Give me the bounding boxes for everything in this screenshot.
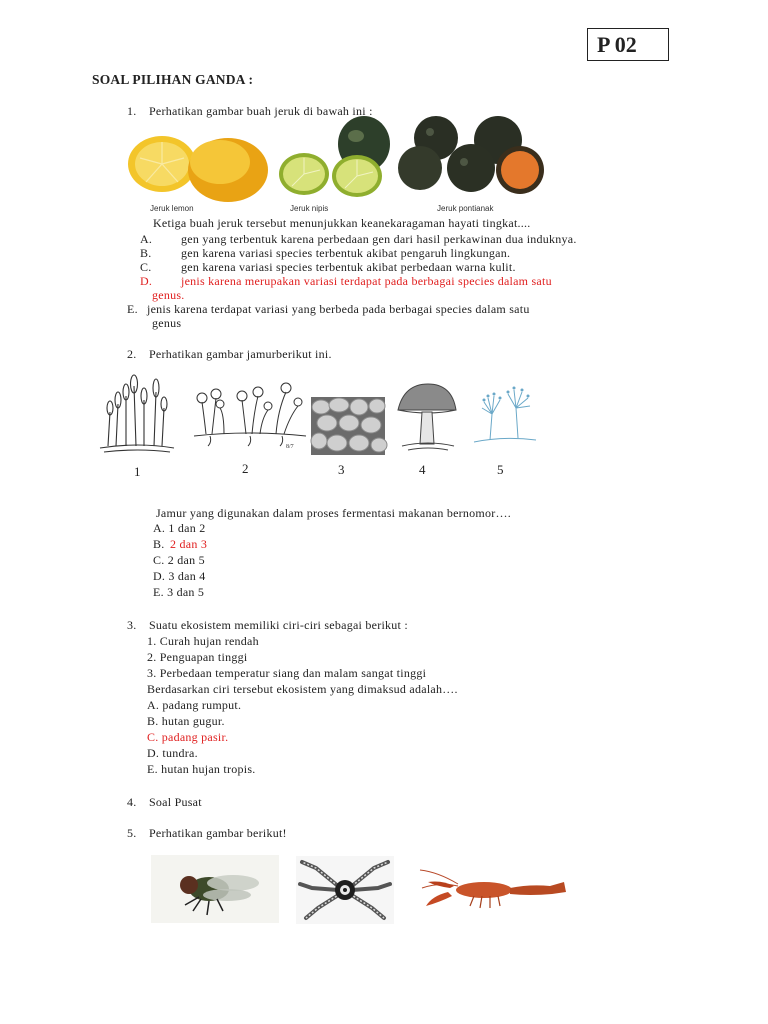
citrus-fruits-image: [128, 118, 548, 216]
q5-prompt: Perhatikan gambar berikut!: [149, 826, 287, 840]
q2-option-e: E. 3 dan 5: [153, 585, 205, 599]
q2-option-b-answer: 2 dan 3: [170, 537, 208, 551]
q1-number: 1.: [127, 104, 137, 118]
figure-number-2: 2: [242, 461, 249, 476]
q4-text: Soal Pusat: [149, 795, 202, 809]
q2-option-b-letter: B.: [153, 537, 165, 551]
caption-lemon: Jeruk lemon: [150, 204, 194, 213]
q2-option-c: C. 2 dan 5: [153, 553, 205, 567]
q3-option-c: C. padang pasir.: [147, 730, 229, 744]
q1-option-e: jenis karena terdapat variasi yang berbeda pada berbagai species dalam satu: [147, 302, 530, 316]
crayfish-image: [418, 858, 570, 922]
q3-stem: Berdasarkan ciri tersebut ekosistem yang dimaksud adalah….: [147, 682, 458, 696]
figure-number-4: 4: [419, 462, 426, 477]
figure-number-3: 3: [338, 462, 345, 477]
q1-option-b: gen karena variasi species terbentuk akibat pengaruh lingkungan.: [181, 246, 511, 260]
q1-option-c: gen karena variasi species terbentuk akibat perbedaan warna kulit.: [181, 260, 516, 274]
paper-code: P 02: [587, 28, 669, 61]
q3-option-a: A. padang rumput.: [147, 698, 242, 712]
q3-feature-2: 2. Penguapan tinggi: [147, 650, 248, 664]
q1-option-a: gen yang terbentuk karena perbedaan gen dari hasil perkawinan dua induknya.: [181, 232, 577, 246]
q3-number: 3.: [127, 618, 137, 632]
fly-image: [151, 855, 279, 923]
fungus-4-figure: [394, 380, 460, 456]
fungus-2-figure: [190, 380, 308, 454]
q3-option-d: D. tundra.: [147, 746, 198, 760]
q1-option-c-letter: C.: [140, 260, 152, 274]
page-title: SOAL PILIHAN GANDA :: [92, 72, 254, 87]
q1-option-b-letter: B.: [140, 246, 152, 260]
figure-number-5: 5: [497, 462, 504, 477]
figure-number-1: 1: [134, 464, 141, 479]
caption-pontianak: Jeruk pontianak: [437, 204, 494, 213]
q1-option-a-letter: A.: [140, 232, 153, 246]
q1-option-d: jenis karena merupakan variasi terdapat pada berbagai species dalam satu: [181, 274, 552, 288]
q3-prompt: Suatu ekosistem memiliki ciri-ciri sebagai berikut :: [149, 618, 408, 632]
fungus-5-figure: [470, 380, 538, 456]
q3-feature-3: 3. Perbedaan temperatur siang dan malam sangat tinggi: [147, 666, 427, 680]
fungus-1-figure: [98, 378, 176, 458]
q2-option-a: A. 1 dan 2: [153, 521, 206, 535]
q3-option-b: B. hutan gugur.: [147, 714, 225, 728]
q1-stem: Ketiga buah jeruk tersebut menunjukkan keanekaragaman hayati tingkat....: [153, 216, 531, 230]
q5-number: 5.: [127, 826, 137, 840]
q2-number: 2.: [127, 347, 137, 361]
fungus-3-figure: [311, 397, 385, 455]
q2-prompt: Perhatikan gambar jamurberikut ini.: [149, 347, 332, 361]
q3-option-e: E. hutan hujan tropis.: [147, 762, 256, 776]
q2-stem: Jamur yang digunakan dalam proses fermentasi makanan bernomor….: [156, 506, 511, 520]
q1-option-e-letter: E.: [127, 302, 138, 316]
q1-option-e-cont: genus: [152, 316, 182, 330]
q4-number: 4.: [127, 795, 137, 809]
caption-nipis: Jeruk nipis: [290, 204, 329, 213]
q3-feature-1: 1. Curah hujan rendah: [147, 634, 259, 648]
q1-option-d-letter: D.: [140, 274, 153, 288]
q2-option-d: D. 3 dan 4: [153, 569, 206, 583]
svg-text:8/7: 8/7: [286, 444, 294, 450]
spider-image: [296, 856, 394, 924]
q1-prompt: Perhatikan gambar buah jeruk di bawah ini :: [149, 104, 373, 118]
q1-option-d-cont: genus.: [152, 288, 185, 302]
